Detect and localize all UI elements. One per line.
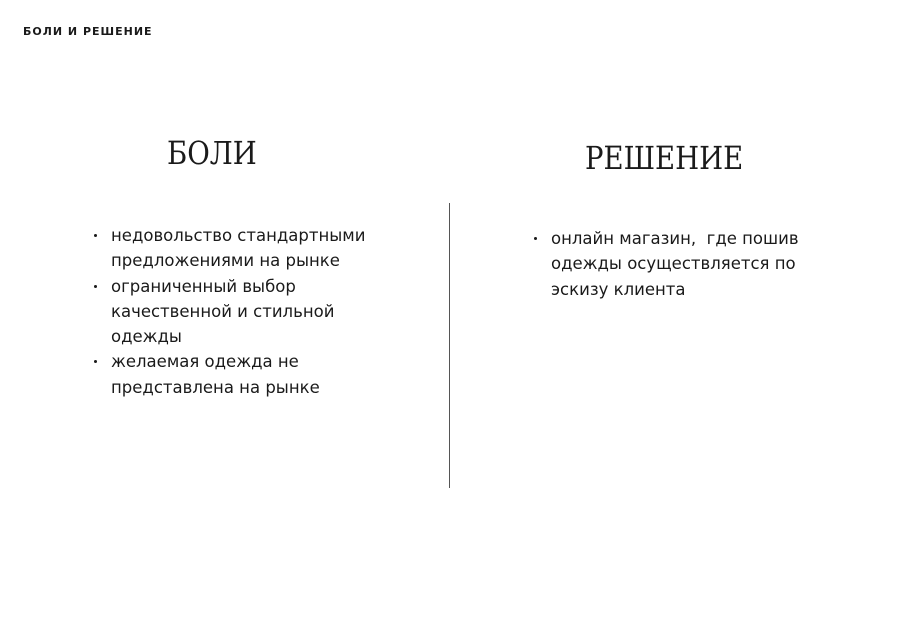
pains-item-line: представлена на рынке (111, 377, 320, 397)
pains-list-item (94, 223, 414, 274)
pains-list (94, 223, 414, 400)
solution-item-line: эскизу клиента (551, 279, 686, 299)
pains-item-line: одежды (111, 327, 182, 347)
pains-list-item (94, 349, 414, 400)
bullet-icon (534, 237, 537, 240)
slide-section-label: БОЛИ И РЕШЕНИЕ (23, 25, 153, 38)
solution-item-line: онлайн магазин, где пошив (551, 229, 799, 248)
solution-title: РЕШЕНИЕ (585, 139, 744, 177)
pains-list-item (94, 274, 414, 350)
pains-item-line: недовольство стандартными (111, 226, 366, 245)
pains-item-line: предложениями на рынке (111, 251, 340, 271)
solution-list (534, 226, 854, 302)
bullet-icon (94, 285, 97, 288)
pains-item-line: желаемая одежда не (111, 352, 299, 372)
solution-list-item (534, 226, 854, 302)
solution-item-line: одежды осуществляется по (551, 254, 796, 274)
pains-item-line: качественной и стильной (111, 301, 335, 321)
bullet-icon (94, 234, 97, 237)
bullet-icon (94, 360, 97, 363)
pains-item-line: ограниченный выбор (111, 276, 296, 296)
pains-title: БОЛИ (167, 134, 257, 172)
column-divider (449, 203, 450, 488)
